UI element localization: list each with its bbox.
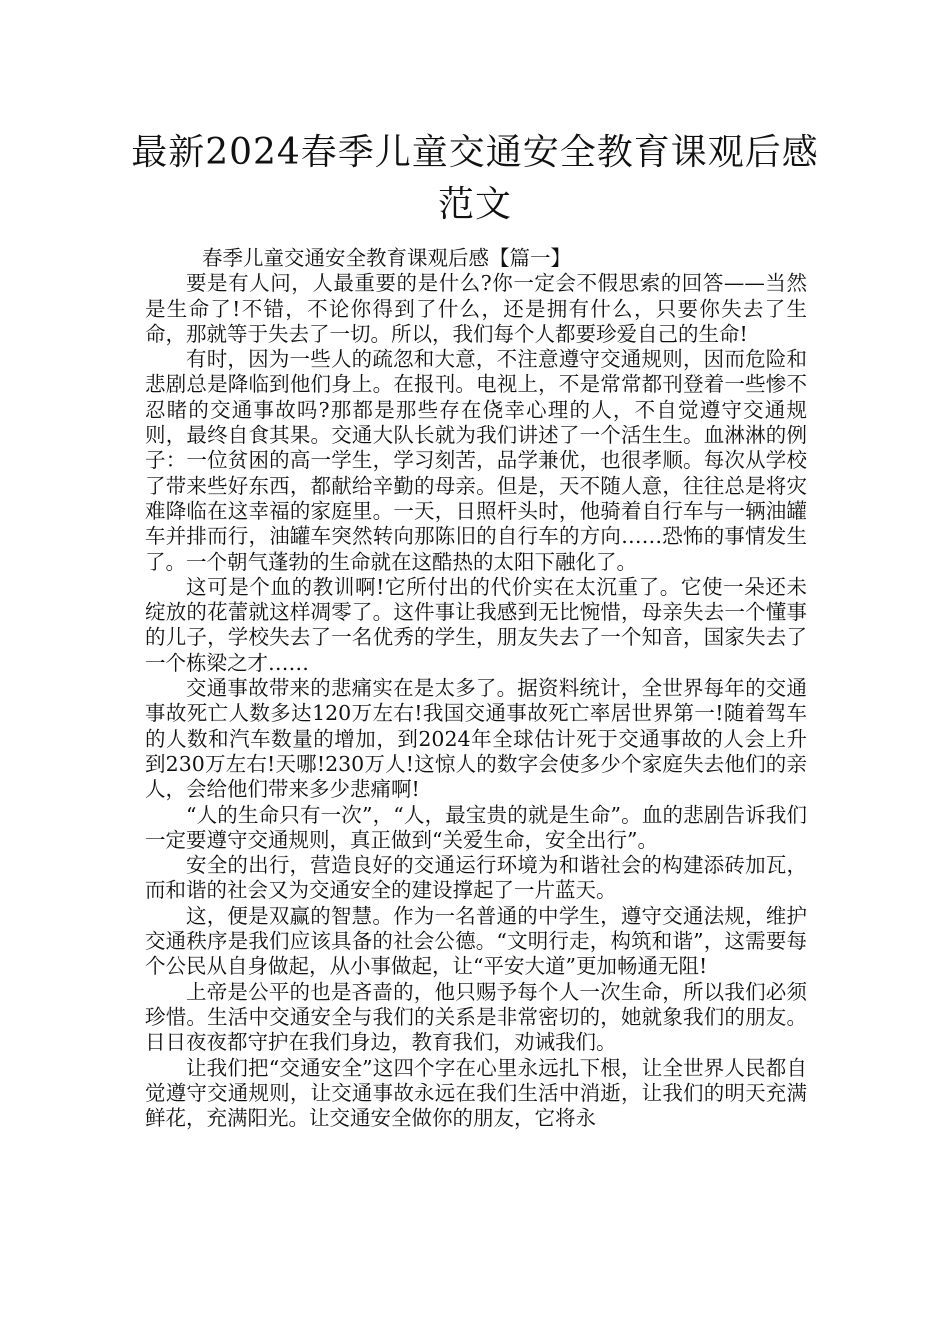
document-title-line-2: 范文 xyxy=(437,184,512,225)
paragraph: 这可是个血的教训啊!它所付出的代价实在太沉重了。它使一朵还未绽放的花蕾就这样凋零了。这件事让我感到无比惋惜，母亲失去一个懂事的儿子，学校失去了一名优秀的学生，朋友失去了一个知音，国家失去了一个栋梁之才…… xyxy=(145,574,807,675)
paragraph: 安全的出行，营造良好的交通运行环境为和谐社会的构建添砖加瓦，而和谐的社会又为交通安全的建设撑起了一片蓝天。 xyxy=(145,853,807,903)
paragraph: “人的生命只有一次”，“人，最宝贵的就是生命”。血的悲剧告诉我们一定要遵守交通规则，真正做到“关爱生命，安全出行”。 xyxy=(145,802,807,852)
paragraph: 有时，因为一些人的疏忽和大意，不注意遵守交通规则，因而危险和悲剧总是降临到他们身上。在报刊。电视上，不是常常都刊登着一些惨不忍睹的交通事故吗?那都是那些存在侥幸心理的人，不自觉遵守交通规则，最终自食其果。交通大队长就为我们讲述了一个活生生。血淋淋的例子：一位贫困的高一学生，学习刻苦，品学兼优，也很孝顺。每次从学校了带来些好东西，都献给辛勤的母亲。但是，天不随人意，往往总是将灾难降临在这幸福的家庭里。一天，日照杆头时，他骑着自行车与一辆油罐车并排而行，油罐车突然转向那陈旧的自行车的方向……恐怖的事情发生了。一个朝气蓬勃的生命就在这酷热的太阳下融化了。 xyxy=(145,347,807,574)
document-title-line-1: 最新2024春季儿童交通安全教育课观后感 xyxy=(131,132,819,173)
document-body xyxy=(145,246,807,1131)
section-heading: 春季儿童交通安全教育课观后感【篇一】 xyxy=(202,246,571,270)
paragraph: 交通事故带来的悲痛实在是太多了。据资料统计，全世界每年的交通事故死亡人数多达120万左右!我国交通事故死亡率居世界第一!随着驾车的人数和汽车数量的增加，到2024年全球估计死于交通事故的人会上升到230万左右!天哪!230万人!这惊人的数字会使多少个家庭失去他们的亲人，会给他们带来多少悲痛啊! xyxy=(145,676,807,802)
paragraph: 上帝是公平的也是吝啬的，他只赐予每个人一次生命，所以我们必须珍惜。生活中交通安全与我们的关系是非常密切的，她就象我们的朋友。日日夜夜都守护在我们身边，教育我们，劝诫我们。 xyxy=(145,979,807,1055)
paragraph: 要是有人问，人最重要的是什么?你一定会不假思索的回答——当然是生命了!不错，不论你得到了什么，还是拥有什么，只要你失去了生命，那就等于失去了一切。所以，我们每个人都要珍爱自己的生命! xyxy=(145,271,807,346)
paragraph: 这，便是双赢的智慧。作为一名普通的中学生，遵守交通法规，维护交通秩序是我们应该具备的社会公德。“文明行走，构筑和谐”，这需要每个公民从自身做起，从小事做起，让“平安大道”更加畅通无阻! xyxy=(145,903,807,979)
paragraph: 让我们把“交通安全”这四个字在心里永远扎下根，让全世界人民都自觉遵守交通规则，让交通事故永远在我们生活中消逝，让我们的明天充满鲜花，充满阳光。让交通安全做你的朋友，它将永 xyxy=(145,1055,807,1131)
